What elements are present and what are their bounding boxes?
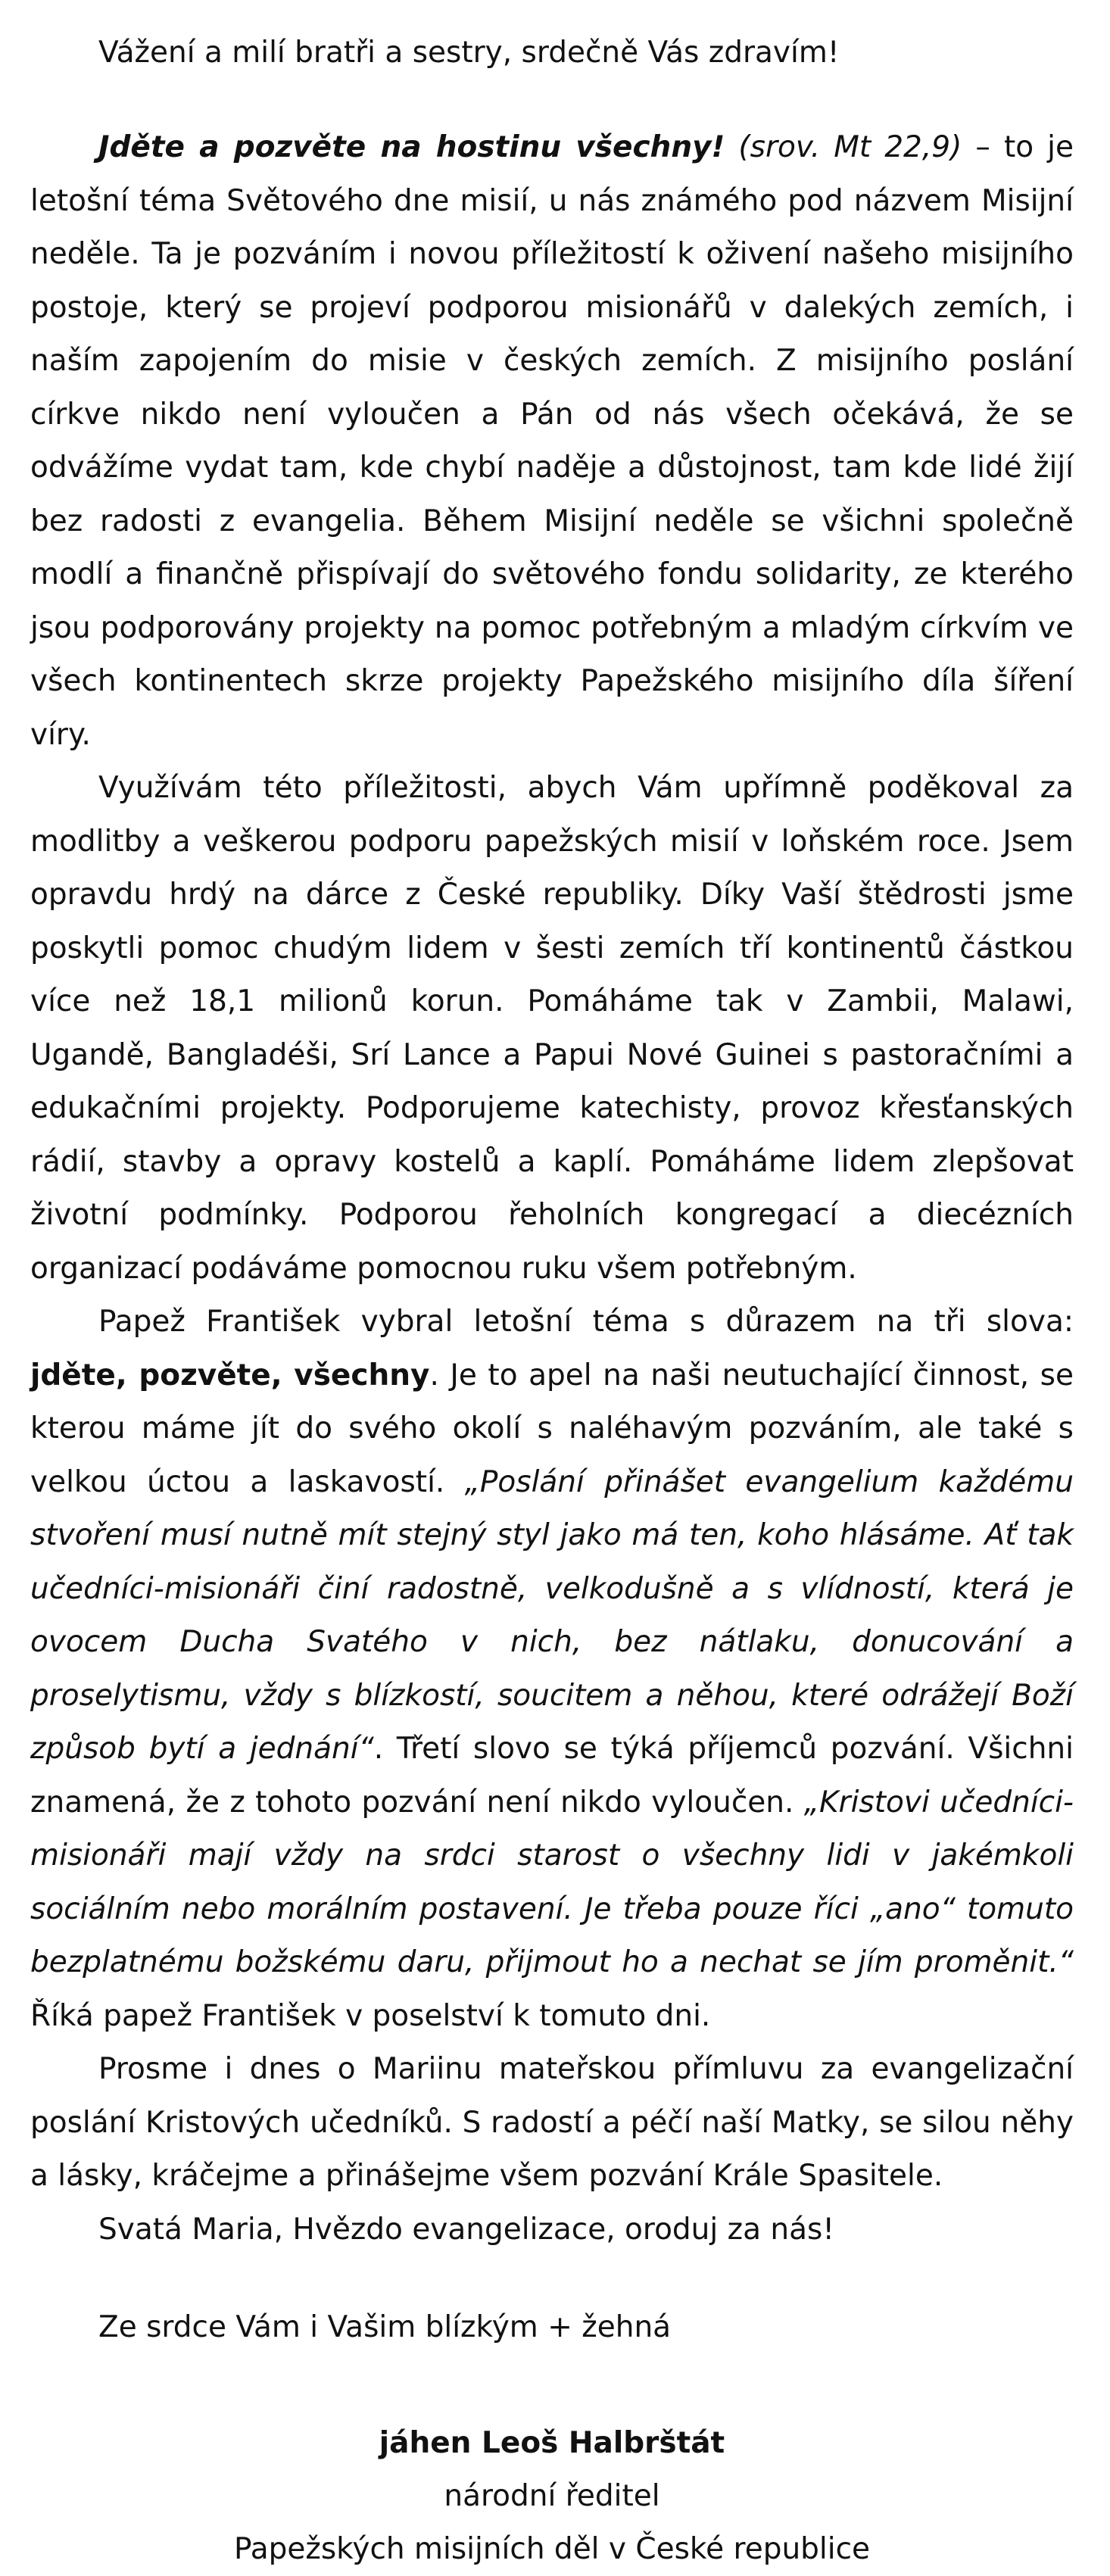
signature-organization: Papežských misijních děl v České republice bbox=[233, 2532, 871, 2566]
pope-quote-2: „Kristovi učedníci-misionáři mají vždy na srdci starost o všechny lidi v jakémkoli sociálním nebo morálním postavení. Je třeba pouze říci „ano“ tomuto bezplatnému božskému daru, přijmout ho a nechat se jím proměnit.“ bbox=[30, 1785, 1074, 1979]
invocation: Svatá Maria, Hvězdo evangelizace, oroduj za nás! bbox=[98, 2212, 834, 2247]
paragraph-theme bbox=[30, 121, 1074, 762]
pope-after-words: . Je to apel na naši neutuchající činnost, se kterou máme jít do svého okolí s naléhavým pozváním, ale také s velkou úctou a laskavostí. bbox=[30, 1358, 1074, 1499]
pope-middle: . Třetí slovo se týká příjemců pozvání. Všichni znamená, že z tohoto pozvání není nikdo vyloučen. bbox=[30, 1732, 1074, 1820]
paragraph-theme-text: – to je letošní téma Světového dne misií, u nás známého pod názvem Misijní neděle. Ta je pozváním i novou příležitostí k oživení našeho misijního postoje, který se projeví podporou misionářů v dalekých zemích, i naším zapojením do misie v českých zemích. Z misijního poslání církve nikdo není vyloučen a Pán od nás všech očekává, že se odvážíme vydat tam, kde chybí naděje a důstojnost, tam kde lidé žijí bez radosti z evangelia. Během Misijní neděle se všichni společně modlí a finančně přispívají do světového fondu solidarity, ze kterého jsou podporovány projekty na pomoc potřebným a mladým církvím ve všech kontinentech skrze projekty Papežského misijního díla šíření víry. bbox=[30, 130, 1074, 752]
pope-intro: Papež František vybral letošní téma s důrazem na tři slova: bbox=[98, 1305, 1074, 1339]
closing-blessing: Ze srdce Vám i Vašim blízkým + žehná bbox=[98, 2310, 672, 2344]
three-words: jděte, pozvěte, všechny bbox=[30, 1358, 430, 1392]
paragraph-thanks: Využívám této příležitosti, abych Vám upřímně poděkoval za modlitby a veškerou podporu papežských misií v loňském roce. Jsem opravdu hrdý na dárce z České republiky. Díky Vaší štědrosti jsme poskytli pomoc chudým lidem v šesti zemích tří kontinentů částkou více než 18,1 milionů korun. Pomáháme tak v Zambii, Malawi, Ugandě, Bangladéši, Srí Lance a Papui Nové Guinei s pastoračními a edukačními projekty. Podporujeme katechisty, provoz křesťanských rádií, stavby a opravy kostelů a kaplí. Pomáháme lidem zlepšovat životní podmínky. Podporou řeholních kongregací a diecézních organizací podáváme pomocnou ruku všem potřebným. bbox=[30, 771, 1074, 1286]
bible-reference: (srov. Mt 22,9) bbox=[738, 130, 962, 164]
signature-role: národní ředitel bbox=[444, 2479, 660, 2513]
pope-end: Říká papež František v poselství k tomuto dni. bbox=[30, 1998, 711, 2033]
signature-block bbox=[30, 2417, 1074, 2576]
paragraph-prayer: Prosme i dnes o Mariinu mateřskou přímluvu za evangelizační poslání Kristových učedníků. S radostí a péčí naší Matky, se silou něhy a lásky, kráčejme a přinášejme všem pozvání Krále Spasitele. bbox=[30, 2052, 1074, 2193]
paragraph-pope bbox=[30, 1296, 1074, 2043]
greeting: Vážení a milí bratři a sestry, srdečně Vás zdravím! bbox=[98, 36, 840, 70]
theme-title: Jděte a pozvěte na hostinu všechny! bbox=[98, 130, 725, 164]
signature-name: jáhen Leoš Halbrštát bbox=[379, 2426, 725, 2460]
pope-quote-1: „Poslání přinášet evangelium každému stvoření musí nutně mít stejný styl jako má ten, koho hlásáme. Ať tak učedníci-misionáři činí radostně, velkodušně a s vlídností, která je ovocem Ducha Svatého v nich, bez nátlaku, donucování a proselytismu, vždy s blízkostí, soucitem a něhou, které odrážejí Boží způsob bytí a jednání“ bbox=[30, 1464, 1074, 1766]
